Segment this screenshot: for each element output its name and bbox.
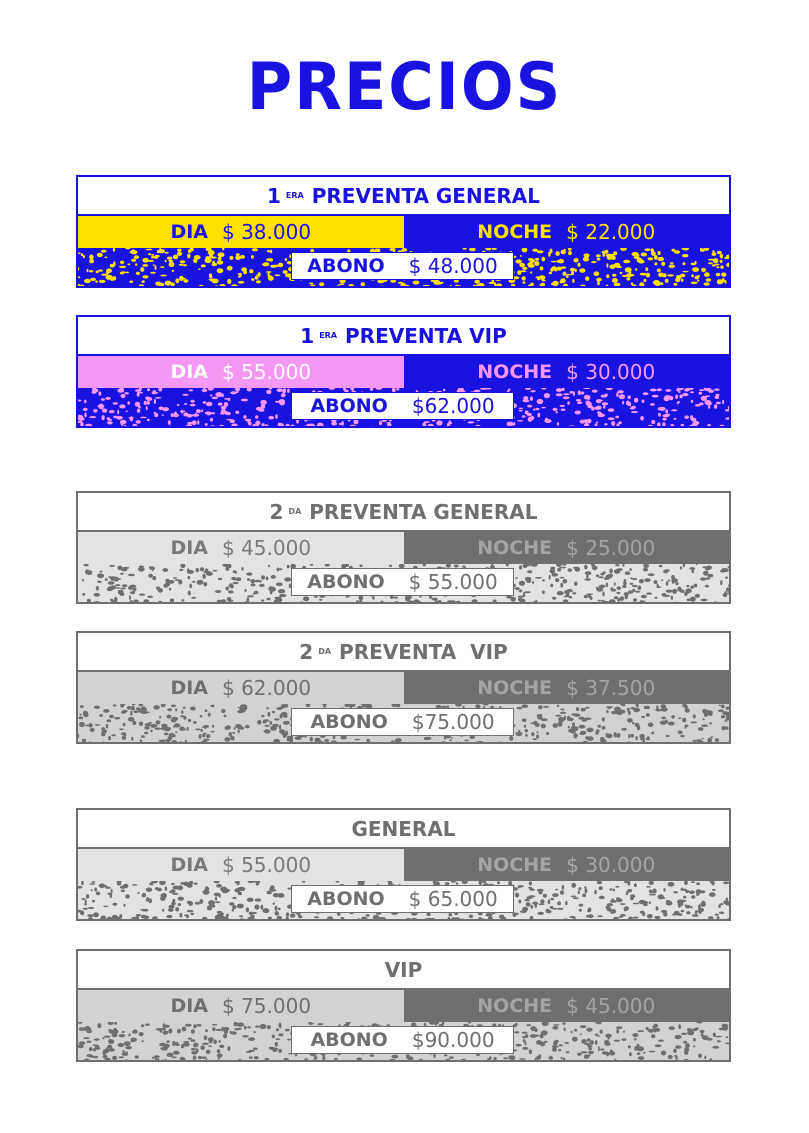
heading-ordinal: DA [318, 647, 332, 656]
heading-number: 2 [299, 639, 314, 664]
dia-price: $ 38.000 [221, 220, 312, 244]
noche-cell [404, 849, 730, 881]
card-heading [78, 810, 729, 849]
dia-label: DIA [170, 361, 208, 383]
abono-price: $ 55.000 [408, 570, 498, 594]
card-heading [78, 633, 729, 672]
price-card-vip [76, 949, 731, 1062]
dia-label: DIA [170, 221, 208, 243]
noche-cell [404, 216, 730, 248]
abono-label: ABONO [307, 255, 385, 277]
price-card-general [76, 808, 731, 921]
card-heading [78, 177, 729, 216]
noche-cell [404, 532, 730, 564]
dia-cell [78, 849, 404, 881]
dia-label: DIA [170, 995, 208, 1017]
heading-text: PREVENTA GENERAL [311, 183, 540, 208]
noche-label: NOCHE [477, 677, 553, 699]
dia-cell [78, 672, 404, 704]
dia-price: $ 45.000 [221, 536, 312, 560]
noche-cell [404, 356, 730, 388]
dia-price: $ 55.000 [221, 360, 312, 384]
leopard-pattern-band [78, 1022, 729, 1060]
day-night-row [78, 356, 729, 388]
noche-label: NOCHE [477, 995, 553, 1017]
noche-cell [404, 990, 730, 1022]
dia-label: DIA [170, 537, 208, 559]
heading-ordinal: ERA [319, 331, 338, 340]
heading-text: PREVENTA VIP [339, 639, 508, 664]
day-night-row [78, 849, 729, 881]
price-card-1era-preventa-general [76, 175, 731, 288]
card-heading [78, 951, 729, 990]
abono-box [291, 252, 514, 280]
price-card-2da-preventa-vip [76, 631, 731, 744]
abono-label: ABONO [310, 395, 388, 417]
heading-text: GENERAL [351, 816, 456, 841]
dia-cell [78, 990, 404, 1022]
day-night-row [78, 990, 729, 1022]
dia-price: $ 55.000 [221, 853, 312, 877]
leopard-pattern-band [78, 564, 729, 602]
noche-label: NOCHE [477, 221, 553, 243]
dia-price: $ 75.000 [221, 994, 312, 1018]
leopard-pattern-band [78, 388, 729, 426]
abono-box [291, 708, 514, 736]
noche-price: $ 37.500 [566, 676, 656, 700]
day-night-row [78, 216, 729, 248]
dia-label: DIA [170, 677, 208, 699]
leopard-pattern-band [78, 881, 729, 919]
noche-price: $ 25.000 [566, 536, 656, 560]
noche-price: $ 22.000 [566, 220, 656, 244]
noche-label: NOCHE [477, 854, 553, 876]
abono-price: $75.000 [411, 710, 495, 734]
noche-label: NOCHE [477, 361, 553, 383]
abono-label: ABONO [310, 1029, 388, 1051]
leopard-pattern-band [78, 704, 729, 742]
heading-number: 2 [269, 499, 284, 524]
abono-box [291, 885, 514, 913]
heading-ordinal: DA [288, 507, 302, 516]
heading-text: VIP [384, 957, 423, 982]
abono-price: $62.000 [411, 394, 495, 418]
dia-cell [78, 532, 404, 564]
abono-label: ABONO [310, 711, 388, 733]
abono-price: $ 48.000 [408, 254, 498, 278]
dia-cell [78, 216, 404, 248]
abono-label: ABONO [307, 571, 385, 593]
noche-price: $ 30.000 [566, 360, 656, 384]
noche-cell [404, 672, 730, 704]
abono-box [291, 1026, 514, 1054]
day-night-row [78, 672, 729, 704]
day-night-row [78, 532, 729, 564]
abono-box [291, 392, 514, 420]
noche-label: NOCHE [477, 537, 553, 559]
card-heading [78, 317, 729, 356]
heading-ordinal: ERA [285, 191, 304, 200]
dia-cell [78, 356, 404, 388]
abono-label: ABONO [307, 888, 385, 910]
price-card-2da-preventa-general [76, 491, 731, 604]
dia-price: $ 62.000 [221, 676, 312, 700]
card-heading [78, 493, 729, 532]
page-title: PRECIOS [246, 48, 563, 125]
abono-box [291, 568, 514, 596]
abono-price: $ 65.000 [408, 887, 498, 911]
price-card-1era-preventa-vip [76, 315, 731, 428]
heading-text: PREVENTA VIP [345, 323, 507, 348]
abono-price: $90.000 [411, 1028, 495, 1052]
heading-number: 1 [300, 323, 315, 348]
dia-label: DIA [170, 854, 208, 876]
leopard-pattern-band [78, 248, 729, 286]
heading-number: 1 [267, 183, 281, 208]
noche-price: $ 45.000 [566, 994, 656, 1018]
noche-price: $ 30.000 [566, 853, 656, 877]
heading-text: PREVENTA GENERAL [309, 499, 538, 524]
